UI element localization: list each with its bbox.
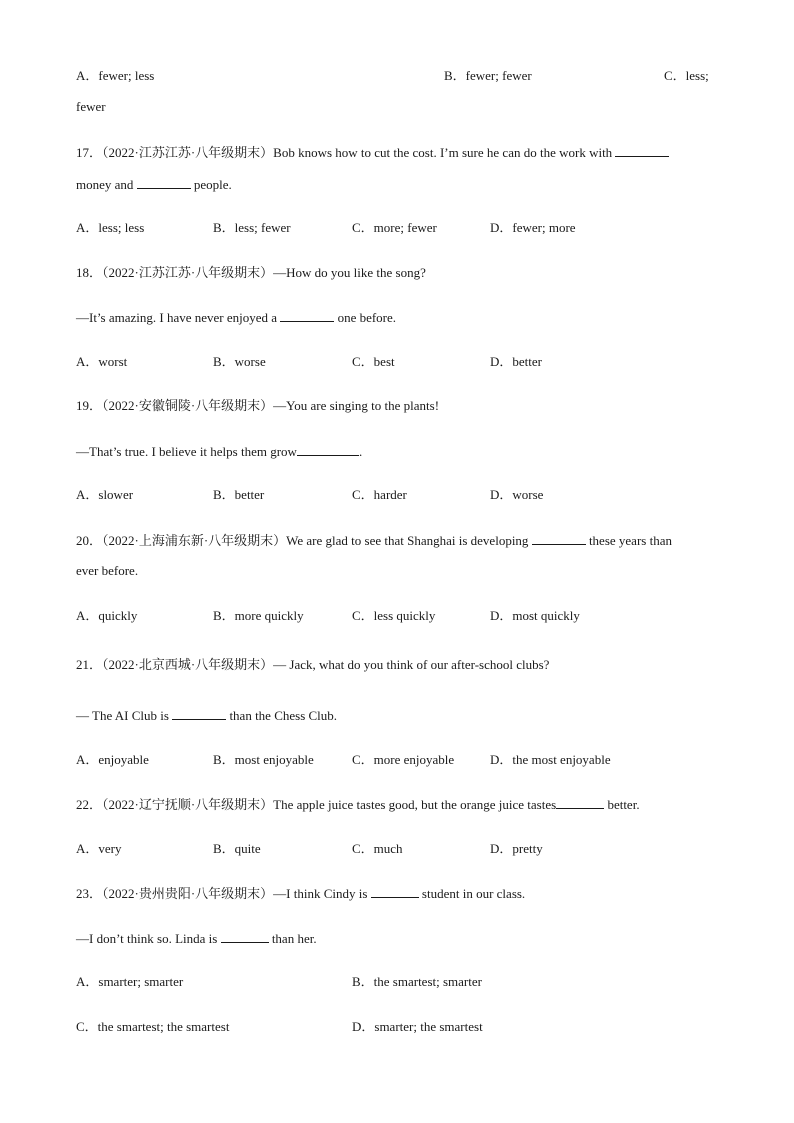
- q21-option-a: A．enjoyable: [76, 752, 149, 767]
- q18-option-c: C．best: [352, 354, 395, 369]
- q17-stem-text: 17．（2022·江苏江苏·八年级期末）Bob knows how to cut the cost. I’m sure he can do the work with: [76, 145, 613, 160]
- q17-option-c: C．more; fewer: [352, 220, 437, 235]
- q20-stem-a: 20．（2022·上海浦东新·八年级期末）We are glad to see that Shanghai is developing: [76, 533, 529, 548]
- q16-option-b: B．fewer; fewer: [444, 68, 532, 83]
- q18-reply-a: —It’s amazing. I have never enjoyed a: [76, 310, 278, 325]
- q19-option-a: A．slower: [76, 487, 134, 502]
- q18-blank: [280, 309, 334, 322]
- question-21-reply: [76, 707, 337, 724]
- q17-option-a: A．less; less: [76, 220, 145, 235]
- question-17-stem: [76, 144, 669, 161]
- q17-option-d: D．fewer; more: [490, 220, 576, 235]
- q19-option-d: D．worse: [490, 487, 544, 502]
- q21-option-d: D．the most enjoyable: [490, 752, 611, 767]
- q20-option-d: D．most quickly: [490, 608, 580, 623]
- q17-blank-2: [137, 176, 191, 189]
- question-18-reply: [76, 309, 396, 326]
- q20-stem-b: these years than: [588, 533, 672, 548]
- q17-stem-text-2a: money and: [76, 177, 134, 192]
- q23-blank-2: [221, 930, 269, 943]
- q23-option-a: A．smarter; smarter: [76, 974, 184, 989]
- q23-reply-a: —I don’t think so. Linda is: [76, 931, 218, 946]
- q16-option-a: A．fewer; less: [76, 68, 155, 83]
- q18-option-b: B．worse: [213, 354, 266, 369]
- question-18-stem: 18．（2022·江苏江苏·八年级期末）—How do you like the song?: [76, 265, 426, 280]
- q22-option-c: C．much: [352, 841, 403, 856]
- q17-option-b: B．less; fewer: [213, 220, 291, 235]
- q16-option-c: C．less;: [664, 68, 709, 83]
- q22-option-a: A．very: [76, 841, 122, 856]
- q21-reply-b: than the Chess Club.: [229, 708, 338, 723]
- q23-option-d: D．smarter; the smartest: [352, 1019, 483, 1034]
- question-20-stem-cont: ever before.: [76, 563, 139, 578]
- q23-option-c: C．the smartest; the smartest: [76, 1019, 230, 1034]
- question-23-reply: [76, 930, 317, 947]
- q17-blank-1: [615, 144, 669, 157]
- q23-blank-1: [371, 885, 419, 898]
- q18-option-d: D．better: [490, 354, 542, 369]
- question-19-stem: 19．（2022·安徽铜陵·八年级期末）—You are singing to the plants!: [76, 398, 440, 413]
- q20-option-c: C．less quickly: [352, 608, 436, 623]
- q22-stem-a: 22．（2022·辽宁抚顺·八年级期末）The apple juice tastes good, but the orange juice tastes: [76, 797, 557, 812]
- question-20-stem: [76, 532, 672, 549]
- q21-option-b: B．most enjoyable: [213, 752, 314, 767]
- q22-blank: [556, 796, 604, 809]
- q19-reply-a: —That’s true. I believe it helps them grow: [76, 444, 297, 459]
- q23-stem-a: 23．（2022·贵州贵阳·八年级期末）—I think Cindy is: [76, 886, 368, 901]
- q22-option-b: B．quite: [213, 841, 261, 856]
- q17-stem-text-2b: people.: [193, 177, 232, 192]
- q19-blank: [297, 443, 359, 456]
- q18-reply-b: one before.: [337, 310, 397, 325]
- question-17-stem-cont: [76, 176, 232, 193]
- question-21-stem: 21．（2022·北京西城·八年级期末）— Jack, what do you think of our after-school clubs?: [76, 657, 550, 672]
- q23-stem-b: student in our class.: [421, 886, 526, 901]
- q19-option-c: C．harder: [352, 487, 407, 502]
- q23-option-b: B．the smartest; smarter: [352, 974, 482, 989]
- q22-option-d: D．pretty: [490, 841, 543, 856]
- q19-option-b: B．better: [213, 487, 265, 502]
- q21-reply-a: — The AI Club is: [76, 708, 169, 723]
- q21-blank: [172, 707, 226, 720]
- q20-option-a: A．quickly: [76, 608, 138, 623]
- q19-reply-b: .: [358, 444, 363, 459]
- q20-option-b: B．more quickly: [213, 608, 304, 623]
- q21-option-c: C．more enjoyable: [352, 752, 455, 767]
- q18-option-a: A．worst: [76, 354, 128, 369]
- question-19-reply: [76, 443, 362, 460]
- q23-reply-b: than her.: [271, 931, 317, 946]
- q22-stem-b: better.: [607, 797, 640, 812]
- q20-blank: [532, 532, 586, 545]
- q16-option-c-wrap: fewer: [76, 99, 106, 114]
- question-22-stem: [76, 796, 640, 813]
- question-23-stem: [76, 885, 525, 902]
